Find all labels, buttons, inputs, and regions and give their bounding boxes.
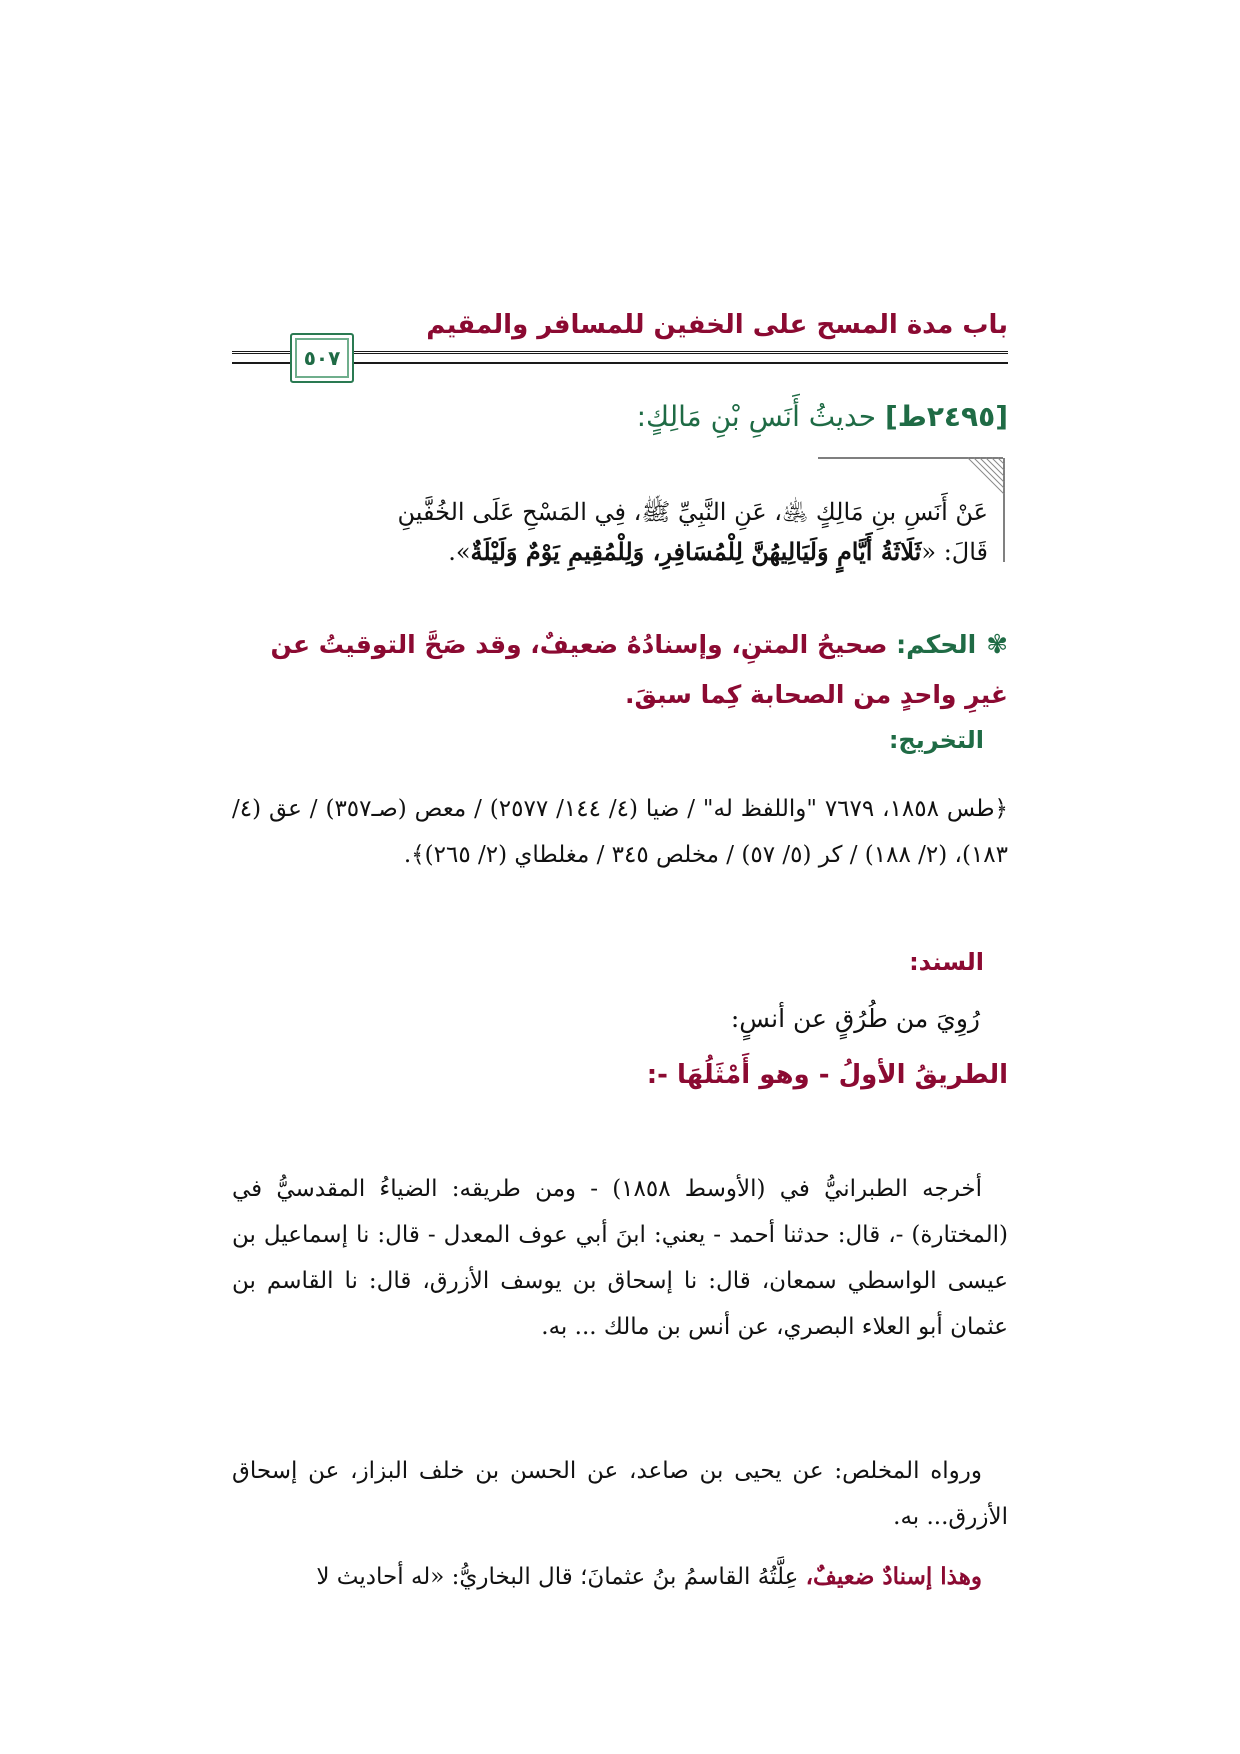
hadith-number: [٢٤٩٥ط]	[884, 400, 1008, 433]
sanad-intro: رُوِيَ من طُرُقٍ عن أنسٍ:	[730, 1004, 980, 1033]
matn-line-2	[232, 532, 988, 572]
tariq-heading: الطريقُ الأولُ - وهو أَمْثَلُهَا -:	[646, 1060, 1008, 1090]
hadith-title-text: حديثُ أَنَسِ بْنِ مَالِكٍ:	[636, 400, 877, 433]
matn-box	[232, 454, 1008, 574]
matn-line-1: عَنْ أَنَسِ بنِ مَالِكٍ ﵁، عَنِ النَّبِيِّ ﷺ، فِي المَسْحِ عَلَى الخُفَّينِ	[397, 498, 988, 526]
weak-isnad-emphasis: وهذا إسنادٌ ضعيفٌ،	[805, 1563, 982, 1590]
page-number: ٥٠٧	[303, 346, 341, 370]
page-number-frame	[290, 333, 354, 383]
takhrij-label: التخريج:	[888, 726, 984, 754]
matn-quote: ثَلَاثَةُ أَيَّامٍ وَلَيَالِيهُنَّ لِلْمُسَافِرِ، وَلِلْمُقِيمِ يَوْمٌ وَلَيْلَةٌ	[470, 537, 922, 566]
hadith-title	[232, 400, 1008, 433]
sanad-paragraph-1: أخرجه الطبرانيُّ في (الأوسط ١٨٥٨) - ومن طريقه: الضياءُ المقدسيُّ في (المختارة) -، قال: حدثنا أحمد - يعني: ابنَ أبي عوف المعدل - قال: نا إسماعيل بن عيسى الواسطي سمعان، قال: نا إسحاق بن يوسف الأزرق، قال: نا القاسم بن عثمان أبو العلاء البصري، عن أنس بن مالك ... به.	[232, 1176, 1008, 1340]
sanad-paragraph-3	[232, 1554, 1008, 1600]
matn-line-2-prefix: قَالَ: «	[921, 538, 988, 566]
takhrij-text: ﴿طس ١٨٥٨، ٧٦٧٩ "واللفظ له" / ضيا (٤/ ١٤٤/ ٢٥٧٧) / معص (صـ٣٥٧) / عق (٤/ ١٨٣)، (٢/ ١٨٨) / كر (٥/ ٥٧) / مخلص ٣٤٥ / مغلطاي (٢/ ٢٦٥)﴾.	[232, 796, 1009, 868]
running-title: باب مدة المسح على الخفين للمسافر والمقيم	[426, 310, 1008, 340]
sanad-paragraph-3-rest: عِلَّتُهُ القاسمُ بنُ عثمانَ؛ قال البخاريُّ: «له أحاديث لا	[316, 1564, 806, 1590]
matn-text	[232, 492, 988, 572]
flower-ornament-icon: ✾	[986, 630, 1008, 660]
ruling-text: صحيحُ المتنِ، وإسنادُهُ ضعيفٌ، وقد صَحَّ التوقيتُ عن غيرِ واحدٍ من الصحابة كِما سبقَ.	[270, 630, 1008, 709]
ruling	[232, 620, 1008, 720]
sanad-label: السند:	[909, 948, 984, 976]
ruling-label: الحكم:	[896, 630, 977, 659]
matn-line-2-suffix: ».	[448, 538, 471, 566]
sanad-paragraph-2: ورواه المخلص: عن يحيى بن صاعد، عن الحسن بن خلف البزاز، عن إسحاق الأزرق... به.	[232, 1458, 1008, 1530]
